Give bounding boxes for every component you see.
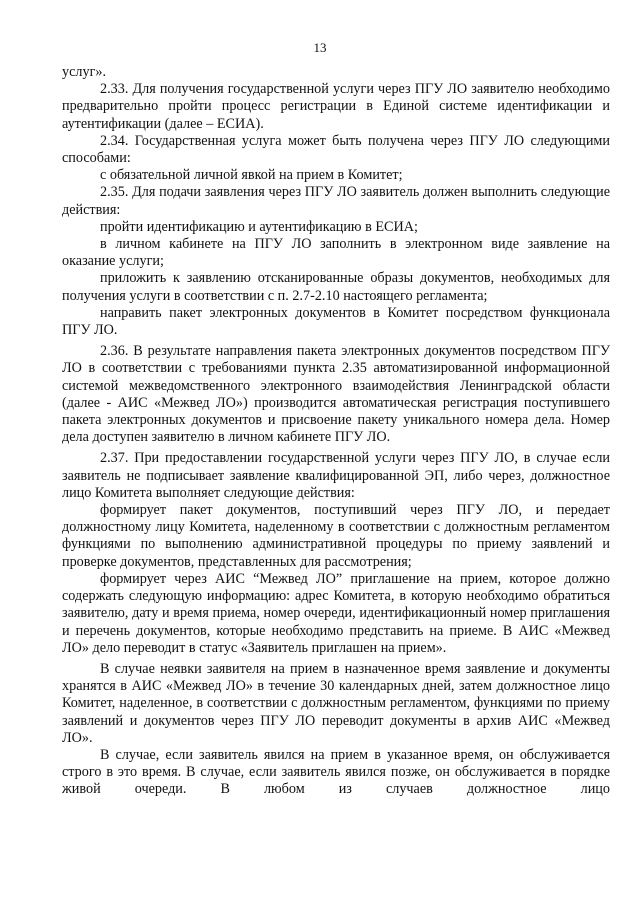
paragraph-2-36: 2.36. В результате направления пакета электронных документов посредством ПГУ ЛО в соответствии с требованиями пункта 2.35 автоматизированной информационной системой межведомственного электронного взаимодействия Ленинградской области (далее - АИС «Межвед ЛО») производится автоматическая регистрация поступившего пакета электронных документов и присвоение пакету уникального номера дела. Номер дела доступен заявителю в личном кабинете ПГУ ЛО. bbox=[62, 343, 610, 446]
paragraph-2-37: 2.37. При предоставлении государственной услуги через ПГУ ЛО, в случае если заявитель не подписывает заявление квалифицированной ЭП, либо через, должностное лицо Комитета выполняет следующие действия: bbox=[62, 450, 610, 501]
paragraph-no-show: В случае неявки заявителя на прием в назначенное время заявление и документы хранятся в АИС «Межвед ЛО» в течение 30 календарных дней, затем должностное лицо Комитет, наделенное, в соответствии с должностным регламентом, функциями по приему заявлений и документов через ПГУ ЛО переводит документы в архив АИС «Межвед ЛО». bbox=[62, 660, 610, 746]
paragraph-fill-application: в личном кабинете на ПГУ ЛО заполнить в электронном виде заявление на оказание услуги; bbox=[62, 236, 610, 270]
paragraph-on-time: В случае, если заявитель явился на прием в указанное время, он обслуживается строго в это время. В случае, если заявитель явился позже, он обслуживается в порядке живой очереди. В любом из случаев должностное лицо bbox=[62, 746, 610, 798]
paragraph-continuation: услуг». bbox=[62, 64, 107, 80]
paragraph-2-33: 2.33. Для получения государственной услуги через ПГУ ЛО заявителю необходимо предварительно пройти процесс регистрации в Единой системе идентификации и аутентификации (далее – ЕСИА). bbox=[62, 81, 610, 132]
paragraph-personal-visit: с обязательной личной явкой на прием в Комитет; bbox=[100, 167, 403, 184]
paragraph-send-package: направить пакет электронных документов в Комитет посредством функционала ПГУ ЛО. bbox=[62, 304, 610, 339]
paragraph-2-34: 2.34. Государственная услуга может быть получена через ПГУ ЛО следующими способами: bbox=[62, 132, 610, 167]
paragraph-identification: пройти идентификацию и аутентификацию в ЕСИА; bbox=[100, 218, 418, 235]
paragraph-attach-documents: приложить к заявлению отсканированные образы документов, необходимых для получения услуги в соответствии с п. 2.7-2.10 настоящего регламента; bbox=[62, 270, 610, 304]
paragraph-forms-package: формирует пакет документов, поступивший через ПГУ ЛО, и передает должностному лицу Комитета, наделенному в соответствии с должностным регламентом функциями по выполнению административной процедуры по приему заявлений и проверке документов, представленных для рассмотрения; bbox=[62, 502, 610, 570]
paragraph-forms-invitation: формирует через АИС “Межвед ЛО” приглашение на прием, которое должно содержать следующую информацию: адрес Комитета, в которую необходимо обратиться заявителю, дату и время приема, номер очереди, идентификационный номер приглашения и перечень документов, которые необходимо представить на приеме. В АИС «Межвед ЛО» дело переводит в статус «Заявитель приглашен на прием». bbox=[62, 570, 610, 656]
document-body bbox=[62, 64, 610, 799]
page-number: 13 bbox=[313, 40, 327, 55]
paragraph-2-35: 2.35. Для подачи заявления через ПГУ ЛО заявитель должен выполнить следующие действия: bbox=[62, 184, 610, 218]
